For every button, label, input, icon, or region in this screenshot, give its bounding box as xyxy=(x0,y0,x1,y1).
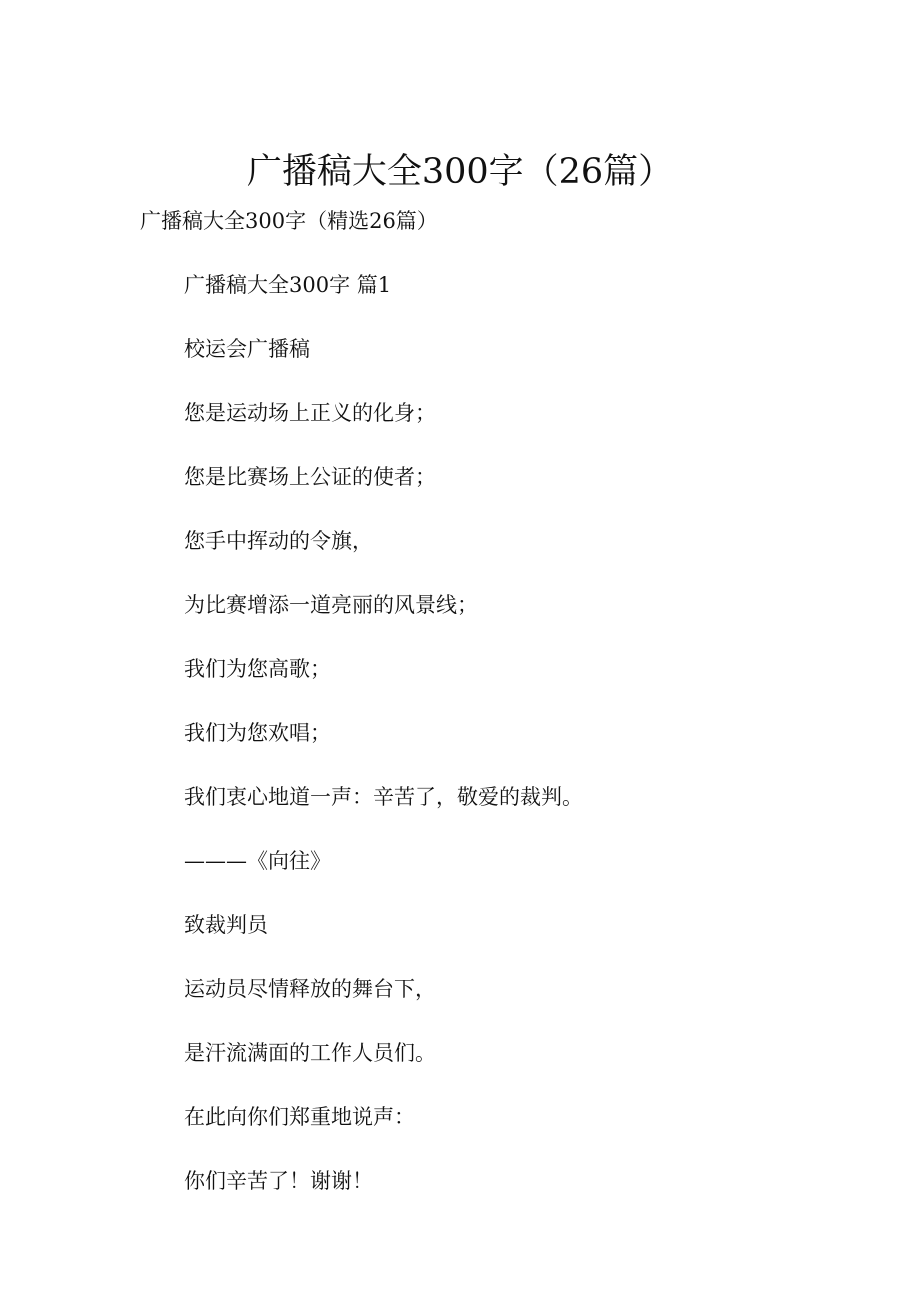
text-line: 你们辛苦了！谢谢！ xyxy=(184,1169,373,1193)
text-line: 我们为您高歌； xyxy=(184,657,331,681)
poem-title: 致裁判员 xyxy=(184,913,268,937)
text-line: 我们为您欢唱； xyxy=(184,721,331,745)
text-line: 我们衷心地道一声：辛苦了，敬爱的裁判。 xyxy=(184,785,583,809)
poem-title: 校运会广播稿 xyxy=(184,337,310,361)
document-body xyxy=(184,268,583,1228)
document-title: 广播稿大全300字（26篇） xyxy=(246,152,674,192)
poem-signature: ———《向往》 xyxy=(184,849,331,873)
text-line: 您手中挥动的令旗， xyxy=(184,529,373,553)
text-line: 您是比赛场上公证的使者； xyxy=(184,465,436,489)
text-line: 是汗流满面的工作人员们。 xyxy=(184,1041,436,1065)
text-line: 您是运动场上正义的化身； xyxy=(184,401,436,425)
document-subtitle: 广播稿大全300字（精选26篇） xyxy=(140,209,438,233)
text-line: 运动员尽情释放的舞台下， xyxy=(184,977,436,1001)
text-line: 为比赛增添一道亮丽的风景线； xyxy=(184,593,478,617)
text-line: 在此向你们郑重地说声： xyxy=(184,1105,415,1129)
section-heading: 广播稿大全300字 篇1 xyxy=(184,273,392,297)
